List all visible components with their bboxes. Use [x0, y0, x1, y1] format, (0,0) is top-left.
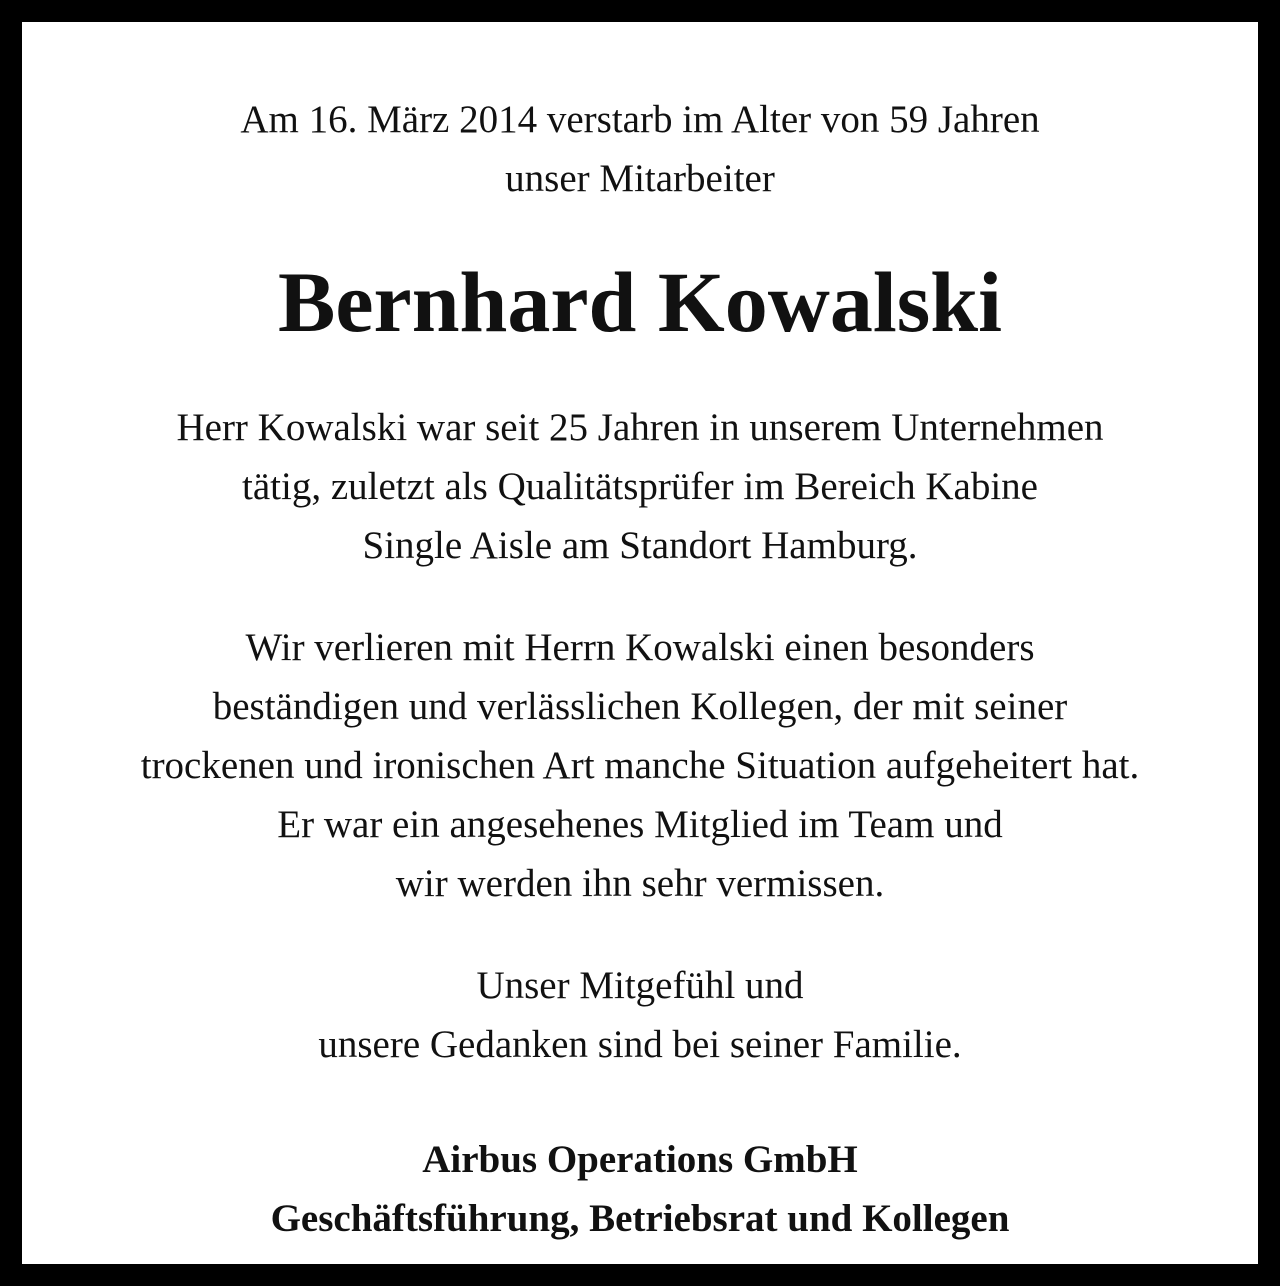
- paragraph2-line-1: Wir verlieren mit Herrn Kowalski einen besonders: [245, 626, 1035, 669]
- intro-line-2: unser Mitarbeiter: [505, 157, 775, 200]
- paragraph1-line-3: Single Aisle am Standort Hamburg.: [362, 524, 918, 567]
- paragraph3-line-2: unsere Gedanken sind bei seiner Familie.: [318, 1023, 962, 1066]
- paragraph2-line-2: beständigen und verlässlichen Kollegen, der mit seiner: [212, 685, 1068, 728]
- paragraph2-line-4: Er war ein angesehenes Mitglied im Team und: [277, 803, 1003, 846]
- signature-signatories: Geschäftsführung, Betriebsrat und Kollegen: [270, 1197, 1010, 1240]
- paragraph3-line-1: Unser Mitgefühl und: [476, 964, 804, 1007]
- paragraph1-line-2: tätig, zuletzt als Qualitätsprüfer im Bereich Kabine: [242, 465, 1038, 508]
- obituary-notice: [44, 44, 1236, 1242]
- paragraph1-line-1: Herr Kowalski war seit 25 Jahren in unserem Unternehmen: [176, 406, 1104, 449]
- signature-company: Airbus Operations GmbH: [422, 1138, 858, 1181]
- deceased-name: Bernhard Kowalski: [278, 254, 1002, 350]
- paragraph2-line-3: trockenen und ironischen Art manche Situation aufgeheitert hat.: [140, 744, 1140, 787]
- intro-line-1: Am 16. März 2014 verstarb im Alter von 59 Jahren: [240, 98, 1040, 141]
- paragraph2-line-5: wir werden ihn sehr vermissen.: [395, 862, 885, 905]
